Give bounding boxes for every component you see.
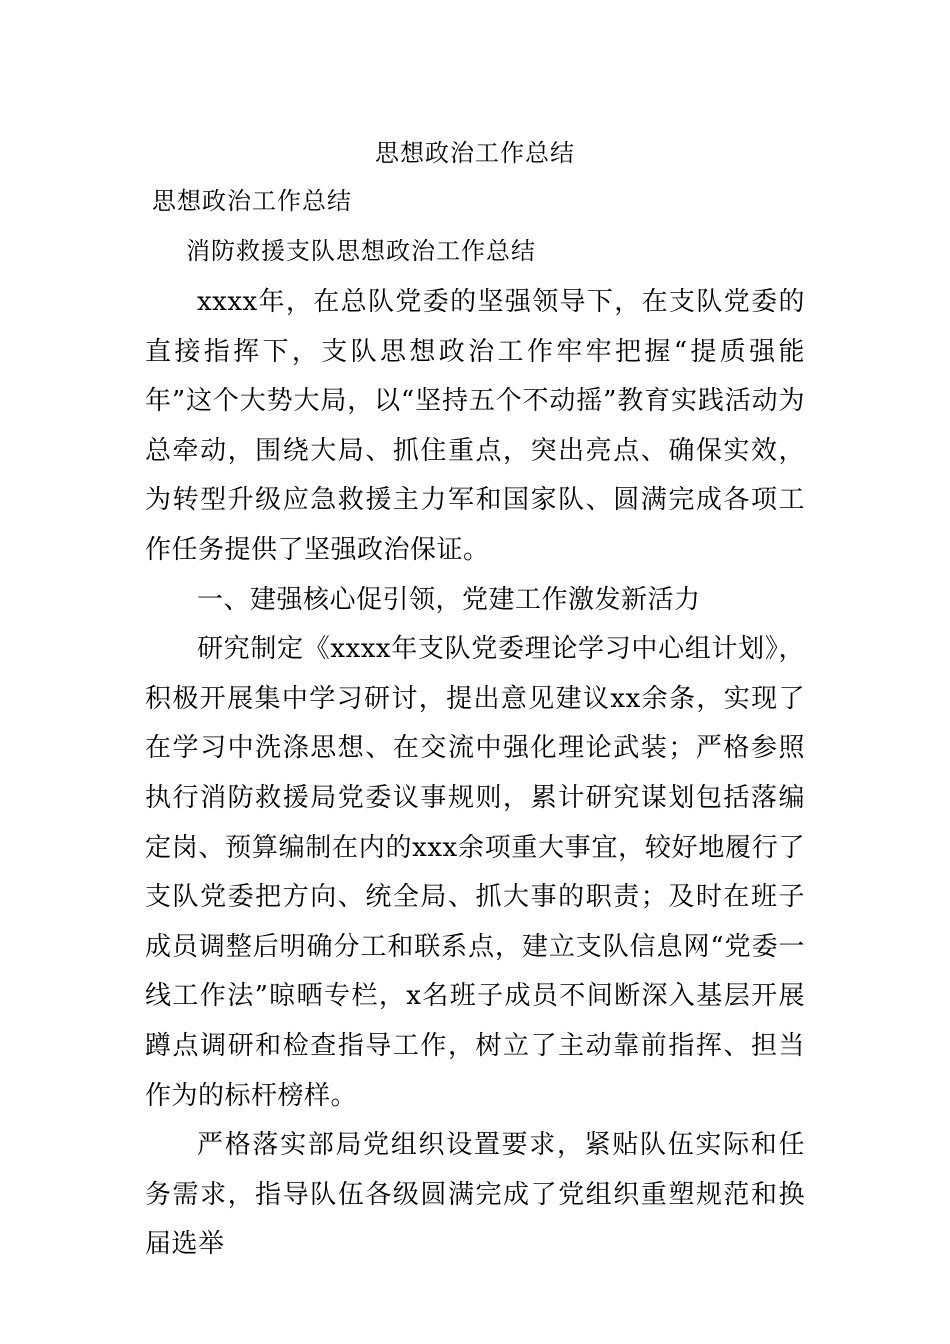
document-subtitle: 思想政治工作总结 xyxy=(152,187,352,215)
paragraph-intro: xxxx年，在总队党委的坚强领导下，在支队党委的直接指挥下，支队思想政治工作牢牢把握“提质强能年”这个大势大局，以“坚持五个不动摇”教育实践活动为总牵动，围绕大局、抓住重点，突出亮点、确保实效，为转型升级应急救援主力军和国家队、圆满完成各项工作任务提供了坚强政治保证。 xyxy=(145,287,805,565)
unit-title: 消防救援支队思想政治工作总结 xyxy=(186,237,536,265)
paragraph-organization: 严格落实部局党组织设置要求，紧贴队伍实际和任务需求，指导队伍各级圆满完成了党组织重塑规范和换届选举 xyxy=(145,1130,805,1260)
section-heading-1: 一、建强核心促引领，党建工作激发新活力 xyxy=(197,584,701,615)
paragraph-study: 研究制定《xxxx年支队党委理论学习中心组计划》，积极开展集中学习研讨，提出意见建议xx余条，实现了在学习中洗涤思想、在交流中强化理论武装；严格参照执行消防救援局党委议事规则，累计研究谋划包括落编定岗、预算编制在内的xxx余项重大事宜，较好地履行了支队党委把方向、统全局、抓大事的职责；及时在班子成员调整后明确分工和联系点，建立支队信息网“党委一线工作法”晾晒专栏，x名班子成员不间断深入基层开展蹲点调研和检查指导工作，树立了主动靠前指挥、担当作为的标杆榜样。 xyxy=(145,634,805,1111)
document-title: 思想政治工作总结 xyxy=(375,139,575,167)
document-body xyxy=(145,278,805,1270)
